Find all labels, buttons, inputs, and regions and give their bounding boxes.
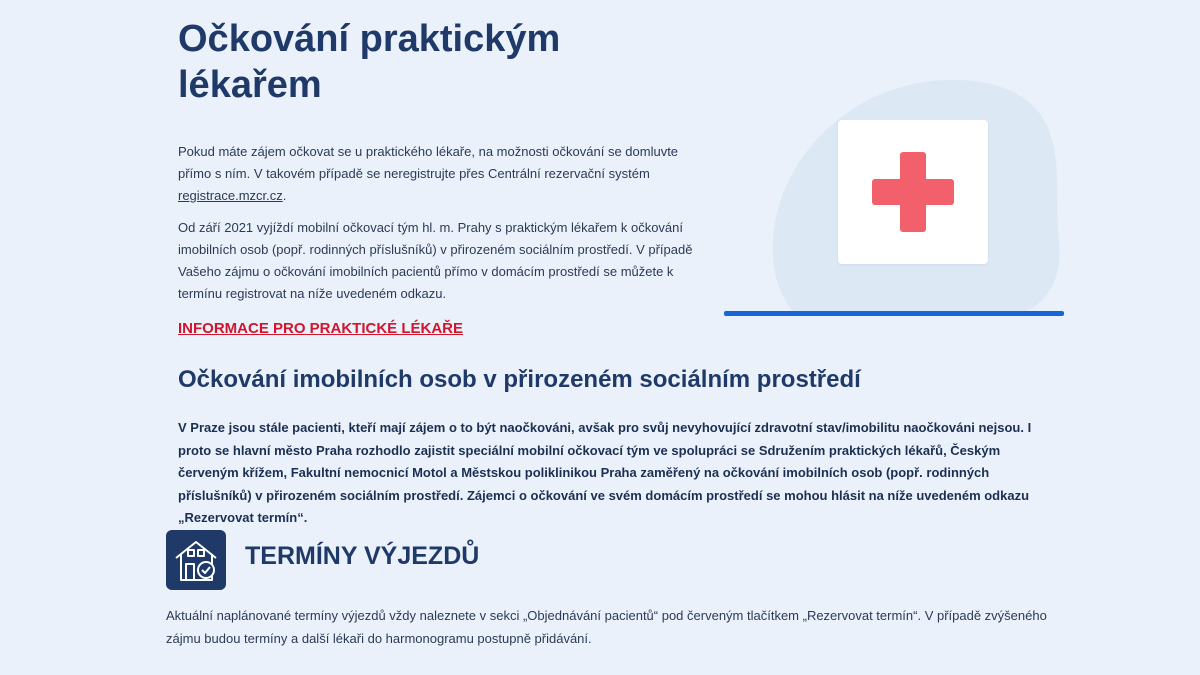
house-check-icon <box>166 530 226 590</box>
terms-text: Aktuální naplánované termíny výjezdů vždy naleznete v sekci „Objednávání pacientů“ pod červeným tlačítkem „Rezervovat termín“. V případě zvýšeného zájmu budou termíny a další lékaři do harmonogramu postupně přidávání. <box>166 608 1047 646</box>
page-title <box>178 16 648 108</box>
terms-title: TERMÍNY VÝJEZDŮ <box>245 542 480 570</box>
intro-paragraph-2: Od září 2021 vyjíždí mobilní očkovací tým hl. m. Prahy s praktickým lékařem k očkování imobilních osob (popř. rodinných příslušníků) v přirozeném sociálním prostředí. V případě Vašeho zájmu o očkování imobilních pacientů přímo v domácím prostředí se můžete k termínu registrovat na níže uvedeném odkazu. <box>178 220 693 301</box>
page-title-line2: lékařem <box>178 64 322 106</box>
intro-p1-text: Pokud máte zájem očkovat se u praktického lékaře, na možnosti očkování se domluvte přímo s ním. V takovém případě se neregistrujte přes Centrální rezervační systém <box>178 144 679 181</box>
section-text: V Praze jsou stále pacienti, kteří mají zájem o to být naočkováni, avšak pro svůj nevyhovující zdravotní stav/imobilitu naočkováni nejsou. I proto se hlavní město Praha rozhodlo zajistit speciální mobilní očkovací tým ve spolupráci se Sdružením praktických lékařů, Českým červeným křížem, Fakultní nemocnicí Motol a Městskou poliklinikou Praha zaměřený na očkování imobilních osob (popř. rodinných příslušníků) v přirozeném sociálním prostředí. Zájemci o očkování ve svém domácím prostředí se mohou hlásit na níže uvedeném odkazu „Rezervovat termín“. <box>178 420 1032 525</box>
cross-icon-horizontal <box>872 179 954 205</box>
accent-line <box>724 311 1064 316</box>
medical-illustration <box>724 60 1069 322</box>
doctor-info-link[interactable]: INFORMACE PRO PRAKTICKÉ LÉKAŘE <box>178 320 464 337</box>
intro-p1-end: . <box>282 188 287 203</box>
intro-paragraph-1 <box>178 141 698 207</box>
medical-cross-card <box>838 120 988 264</box>
section-title: Očkování imobilních osob v přirozeném sociálním prostředí <box>178 366 861 393</box>
registration-link[interactable]: registrace.mzcr.cz <box>178 188 283 203</box>
intro-text <box>178 141 698 315</box>
page-title-line1: Očkování praktickým <box>178 18 561 60</box>
